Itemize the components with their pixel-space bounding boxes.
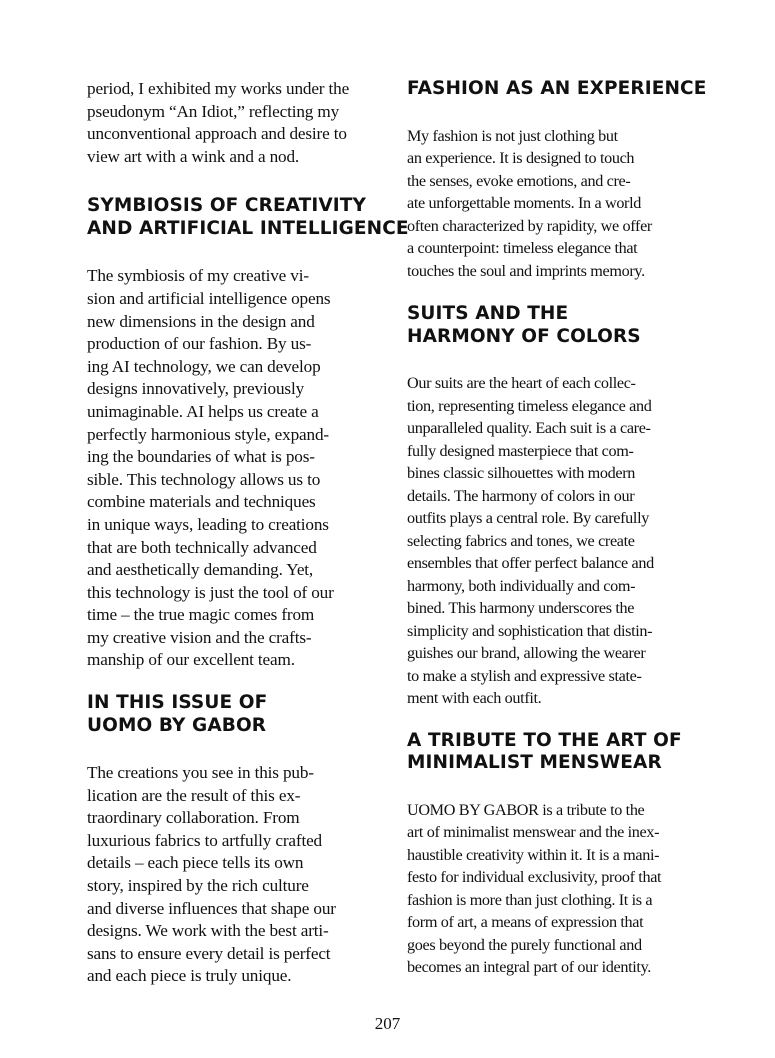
text-line: story, inspired by the rich culture bbox=[87, 876, 309, 896]
text-line: tion, representing timeless elegance and bbox=[407, 396, 652, 415]
experience-paragraph bbox=[407, 125, 695, 283]
text-line: fashion is more than just clothing. It is a bbox=[407, 890, 653, 909]
text-line: that are both technically advanced bbox=[87, 537, 317, 557]
text-line: this technology is just the tool of our bbox=[87, 582, 334, 602]
text-line: view art with a wink and a nod. bbox=[87, 146, 300, 166]
text-line: in unique ways, leading to creations bbox=[87, 514, 329, 534]
text-line: ing the boundaries of what is pos- bbox=[87, 447, 315, 467]
text-line: luxurious fabrics to artfully crafted bbox=[87, 830, 322, 850]
text-line: pseudonym “An Idiot,” reflecting my bbox=[87, 101, 340, 121]
text-line: sible. This technology allows us to bbox=[87, 469, 321, 489]
suits-paragraph bbox=[407, 372, 695, 710]
text-line: time – the true magic comes from bbox=[87, 605, 315, 625]
intro-paragraph bbox=[87, 78, 372, 168]
text-line: haustible creativity within it. It is a mani- bbox=[407, 845, 660, 864]
text-line: sion and artificial intelligence opens bbox=[87, 288, 331, 308]
text-line: and aesthetically demanding. Yet, bbox=[87, 560, 314, 580]
text-line: period, I exhibited my works under the bbox=[87, 79, 350, 98]
text-line: becomes an integral part of our identity. bbox=[407, 958, 651, 976]
heading-line: HARMONY OF COLORS bbox=[407, 325, 641, 347]
heading-line: A TRIBUTE TO THE ART OF bbox=[407, 729, 682, 751]
heading-line: FASHION AS AN EXPERIENCE bbox=[407, 78, 707, 99]
text-line: lication are the result of this ex- bbox=[87, 785, 301, 805]
text-line: perfectly harmonious style, expand- bbox=[87, 424, 329, 444]
symbiosis-heading bbox=[87, 195, 409, 240]
text-line: selecting fabrics and tones, we create bbox=[407, 531, 635, 550]
page-number: 207 bbox=[374, 1014, 401, 1033]
text-line: an experience. It is designed to touch bbox=[407, 149, 635, 167]
text-line: goes beyond the purely functional and bbox=[407, 935, 642, 954]
text-line: The symbiosis of my creative vi- bbox=[87, 266, 309, 286]
left-column bbox=[87, 78, 409, 988]
experience-heading bbox=[407, 78, 707, 101]
heading-line: AND ARTIFICIAL INTELLIGENCE bbox=[87, 217, 409, 239]
heading-line: SUITS AND THE bbox=[407, 303, 569, 324]
text-line: UOMO BY GABOR is a tribute to the bbox=[407, 800, 645, 819]
text-line: form of art, a means of expression that bbox=[407, 913, 644, 931]
text-line: touches the soul and imprints memory. bbox=[407, 261, 645, 280]
heading-line: IN THIS ISSUE OF bbox=[87, 692, 268, 714]
text-line: designs. We work with the best arti- bbox=[87, 921, 329, 941]
tribute-heading bbox=[407, 730, 695, 775]
text-line: unimaginable. AI helps us create a bbox=[87, 401, 319, 421]
text-line: details. The harmony of colors in our bbox=[407, 486, 635, 505]
text-line: ment with each outfit. bbox=[407, 689, 542, 707]
text-line: guishes our brand, allowing the wearer bbox=[407, 644, 646, 662]
text-line: new dimensions in the design and bbox=[87, 311, 315, 331]
text-line: unconventional approach and desire to bbox=[87, 124, 347, 144]
text-line: ing AI technology, we can develop bbox=[87, 356, 321, 376]
text-line: and each piece is truly unique. bbox=[87, 966, 292, 986]
text-line: designs innovatively, previously bbox=[87, 379, 305, 399]
heading-line: MINIMALIST MENSWEAR bbox=[407, 752, 662, 773]
text-line: fully designed masterpiece that com- bbox=[407, 441, 634, 460]
text-line: unparalleled quality. Each suit is a care- bbox=[407, 419, 651, 437]
heading-line: UOMO BY GABOR bbox=[87, 714, 267, 736]
text-line: ate unforgettable moments. In a world bbox=[407, 194, 641, 212]
text-line: My fashion is not just clothing but bbox=[407, 126, 618, 145]
text-line: bines classic silhouettes with modern bbox=[407, 464, 636, 482]
text-line: and diverse influences that shape our bbox=[87, 898, 336, 918]
text-line: often characterized by rapidity, we offer bbox=[407, 216, 652, 235]
right-column bbox=[407, 78, 707, 979]
text-line: The creations you see in this pub- bbox=[87, 763, 314, 783]
text-line: combine materials and techniques bbox=[87, 492, 316, 512]
text-line: art of minimalist menswear and the inex- bbox=[407, 823, 660, 841]
text-line: to make a stylish and expressive state- bbox=[407, 666, 642, 685]
tribute-paragraph bbox=[407, 799, 695, 979]
text-line: bined. This harmony underscores the bbox=[407, 599, 635, 617]
text-line: harmony, both individually and com- bbox=[407, 576, 636, 595]
text-line: the senses, evoke emotions, and cre- bbox=[407, 171, 631, 190]
text-line: a counterpoint: timeless elegance that bbox=[407, 239, 638, 257]
text-line: ensembles that offer perfect balance and bbox=[407, 554, 654, 572]
text-line: festo for individual exclusivity, proof that bbox=[407, 868, 662, 886]
text-line: manship of our excellent team. bbox=[87, 650, 295, 670]
issue-heading bbox=[87, 692, 372, 737]
text-line: my creative vision and the crafts- bbox=[87, 627, 312, 647]
text-line: details – each piece tells its own bbox=[87, 853, 304, 873]
text-line: outfits plays a central role. By carefully bbox=[407, 509, 649, 527]
text-line: Our suits are the heart of each collec- bbox=[407, 374, 636, 392]
text-line: production of our fashion. By us- bbox=[87, 334, 312, 354]
symbiosis-paragraph bbox=[87, 265, 372, 672]
text-line: simplicity and sophistication that distin- bbox=[407, 621, 653, 640]
text-line: traordinary collaboration. From bbox=[87, 808, 300, 828]
heading-line: SYMBIOSIS OF CREATIVITY bbox=[87, 195, 366, 217]
suits-heading bbox=[407, 303, 695, 348]
issue-paragraph bbox=[87, 762, 372, 988]
text-line: sans to ensure every detail is perfect bbox=[87, 943, 331, 963]
